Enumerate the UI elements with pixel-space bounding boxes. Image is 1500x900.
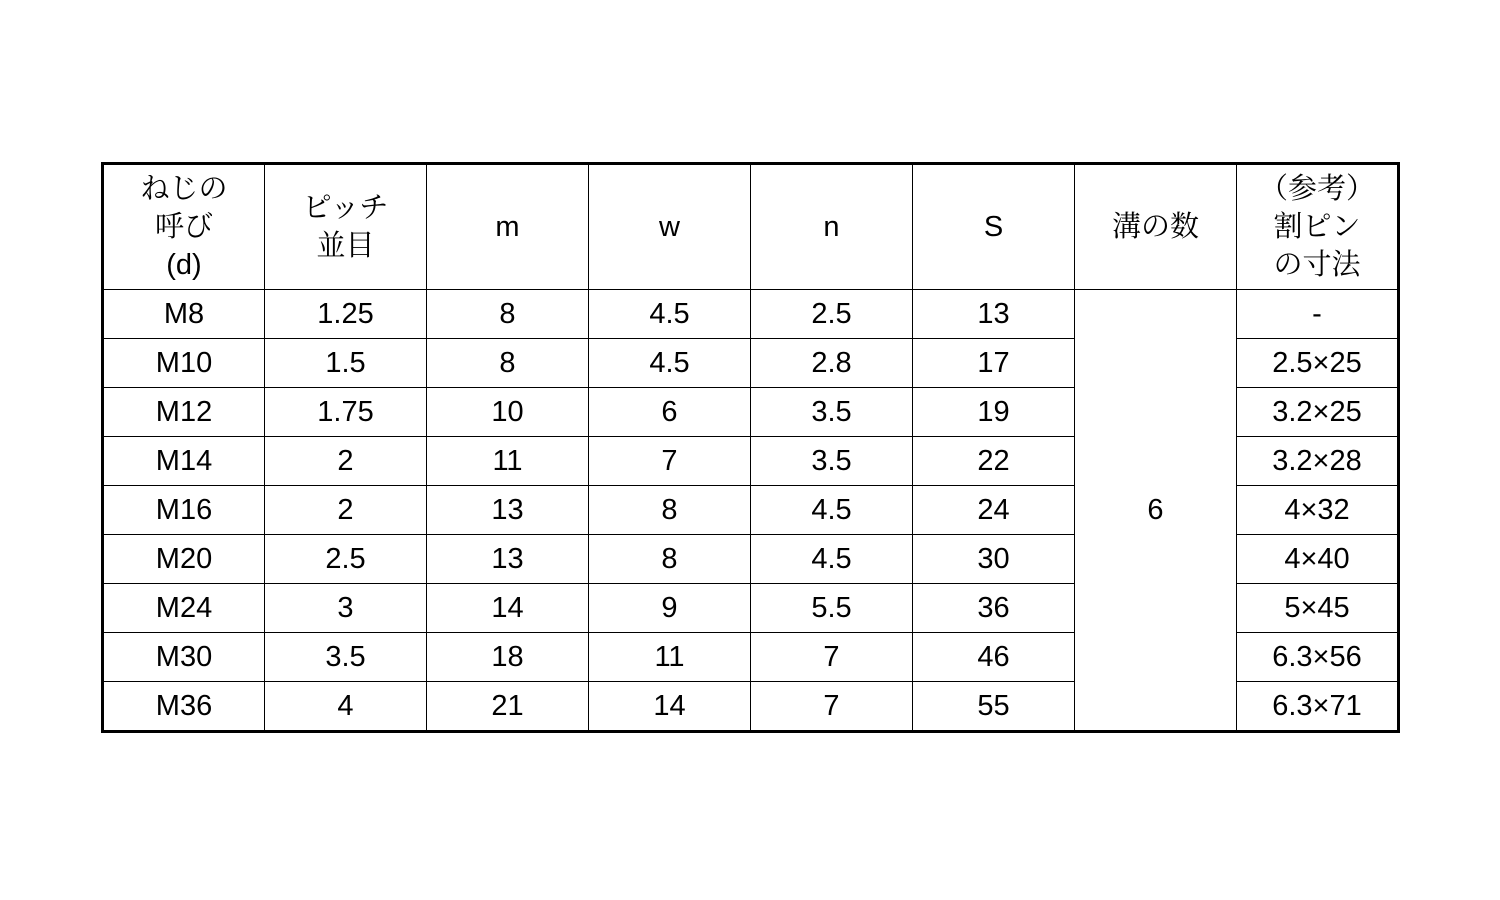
header-line: n <box>823 211 840 243</box>
nut-dimension-table <box>101 162 1400 733</box>
cell-n: 3.5 <box>751 437 913 486</box>
cell-m: 13 <box>427 535 589 584</box>
header-line: (d) <box>166 249 202 281</box>
cell-m: 13 <box>427 486 589 535</box>
cell-pitch: 4 <box>265 682 427 732</box>
cell-pitch: 3 <box>265 584 427 633</box>
cell-cotter-pin: - <box>1237 290 1399 339</box>
cell-thread-size: M8 <box>103 290 265 339</box>
header-pitch <box>265 164 427 290</box>
cell-n: 4.5 <box>751 535 913 584</box>
cell-pitch: 2.5 <box>265 535 427 584</box>
header-w <box>589 164 751 290</box>
header-row <box>103 164 1399 290</box>
cell-s: 36 <box>913 584 1075 633</box>
cell-w: 4.5 <box>589 290 751 339</box>
cell-m: 10 <box>427 388 589 437</box>
cell-n: 7 <box>751 633 913 682</box>
cell-thread-size: M10 <box>103 339 265 388</box>
cell-thread-size: M14 <box>103 437 265 486</box>
cell-cotter-pin: 4×40 <box>1237 535 1399 584</box>
cell-thread-size: M30 <box>103 633 265 682</box>
cell-m: 8 <box>427 339 589 388</box>
header-m <box>427 164 589 290</box>
header-line: （参考） <box>1258 173 1375 205</box>
cell-m: 18 <box>427 633 589 682</box>
cell-w: 4.5 <box>589 339 751 388</box>
cell-m: 8 <box>427 290 589 339</box>
header-line: m <box>495 211 520 243</box>
cell-pitch: 1.25 <box>265 290 427 339</box>
cell-groove-count: 6 <box>1075 290 1237 732</box>
cell-n: 3.5 <box>751 388 913 437</box>
cell-m: 14 <box>427 584 589 633</box>
cell-n: 2.8 <box>751 339 913 388</box>
cell-thread-size: M20 <box>103 535 265 584</box>
cell-n: 4.5 <box>751 486 913 535</box>
cell-cotter-pin: 3.2×28 <box>1237 437 1399 486</box>
header-line: 並目 <box>316 230 375 262</box>
cell-s: 17 <box>913 339 1075 388</box>
cell-cotter-pin: 2.5×25 <box>1237 339 1399 388</box>
header-n <box>751 164 913 290</box>
header-line: ピッチ <box>302 192 389 224</box>
cell-cotter-pin: 3.2×25 <box>1237 388 1399 437</box>
cell-s: 46 <box>913 633 1075 682</box>
cell-pitch: 2 <box>265 437 427 486</box>
header-thread-size <box>103 164 265 290</box>
cell-w: 11 <box>589 633 751 682</box>
cell-cotter-pin: 6.3×56 <box>1237 633 1399 682</box>
header-line: 呼び <box>154 211 213 243</box>
table-row <box>103 290 1399 339</box>
cell-pitch: 3.5 <box>265 633 427 682</box>
cell-pitch: 1.5 <box>265 339 427 388</box>
header-line: の寸法 <box>1273 249 1361 281</box>
cell-s: 24 <box>913 486 1075 535</box>
cell-n: 5.5 <box>751 584 913 633</box>
cell-n: 7 <box>751 682 913 732</box>
header-line: 割ピン <box>1273 211 1361 243</box>
cell-cotter-pin: 4×32 <box>1237 486 1399 535</box>
cell-m: 21 <box>427 682 589 732</box>
cell-cotter-pin: 6.3×71 <box>1237 682 1399 732</box>
header-line: ねじの <box>140 173 228 205</box>
header-groove-count <box>1075 164 1237 290</box>
cell-thread-size: M12 <box>103 388 265 437</box>
cell-n: 2.5 <box>751 290 913 339</box>
cell-m: 11 <box>427 437 589 486</box>
cell-w: 8 <box>589 486 751 535</box>
header-line: w <box>659 211 680 243</box>
cell-thread-size: M16 <box>103 486 265 535</box>
cell-pitch: 2 <box>265 486 427 535</box>
cell-s: 19 <box>913 388 1075 437</box>
cell-pitch: 1.75 <box>265 388 427 437</box>
cell-w: 14 <box>589 682 751 732</box>
cell-s: 22 <box>913 437 1075 486</box>
cell-s: 13 <box>913 290 1075 339</box>
header-s <box>913 164 1075 290</box>
cell-thread-size: M36 <box>103 682 265 732</box>
cell-thread-size: M24 <box>103 584 265 633</box>
cell-cotter-pin: 5×45 <box>1237 584 1399 633</box>
header-line: S <box>983 211 1004 243</box>
cell-w: 8 <box>589 535 751 584</box>
cell-w: 7 <box>589 437 751 486</box>
header-line: 溝の数 <box>1111 211 1199 243</box>
cell-s: 30 <box>913 535 1075 584</box>
cell-s: 55 <box>913 682 1075 732</box>
cell-w: 9 <box>589 584 751 633</box>
cell-w: 6 <box>589 388 751 437</box>
header-cotter-pin <box>1237 164 1399 290</box>
